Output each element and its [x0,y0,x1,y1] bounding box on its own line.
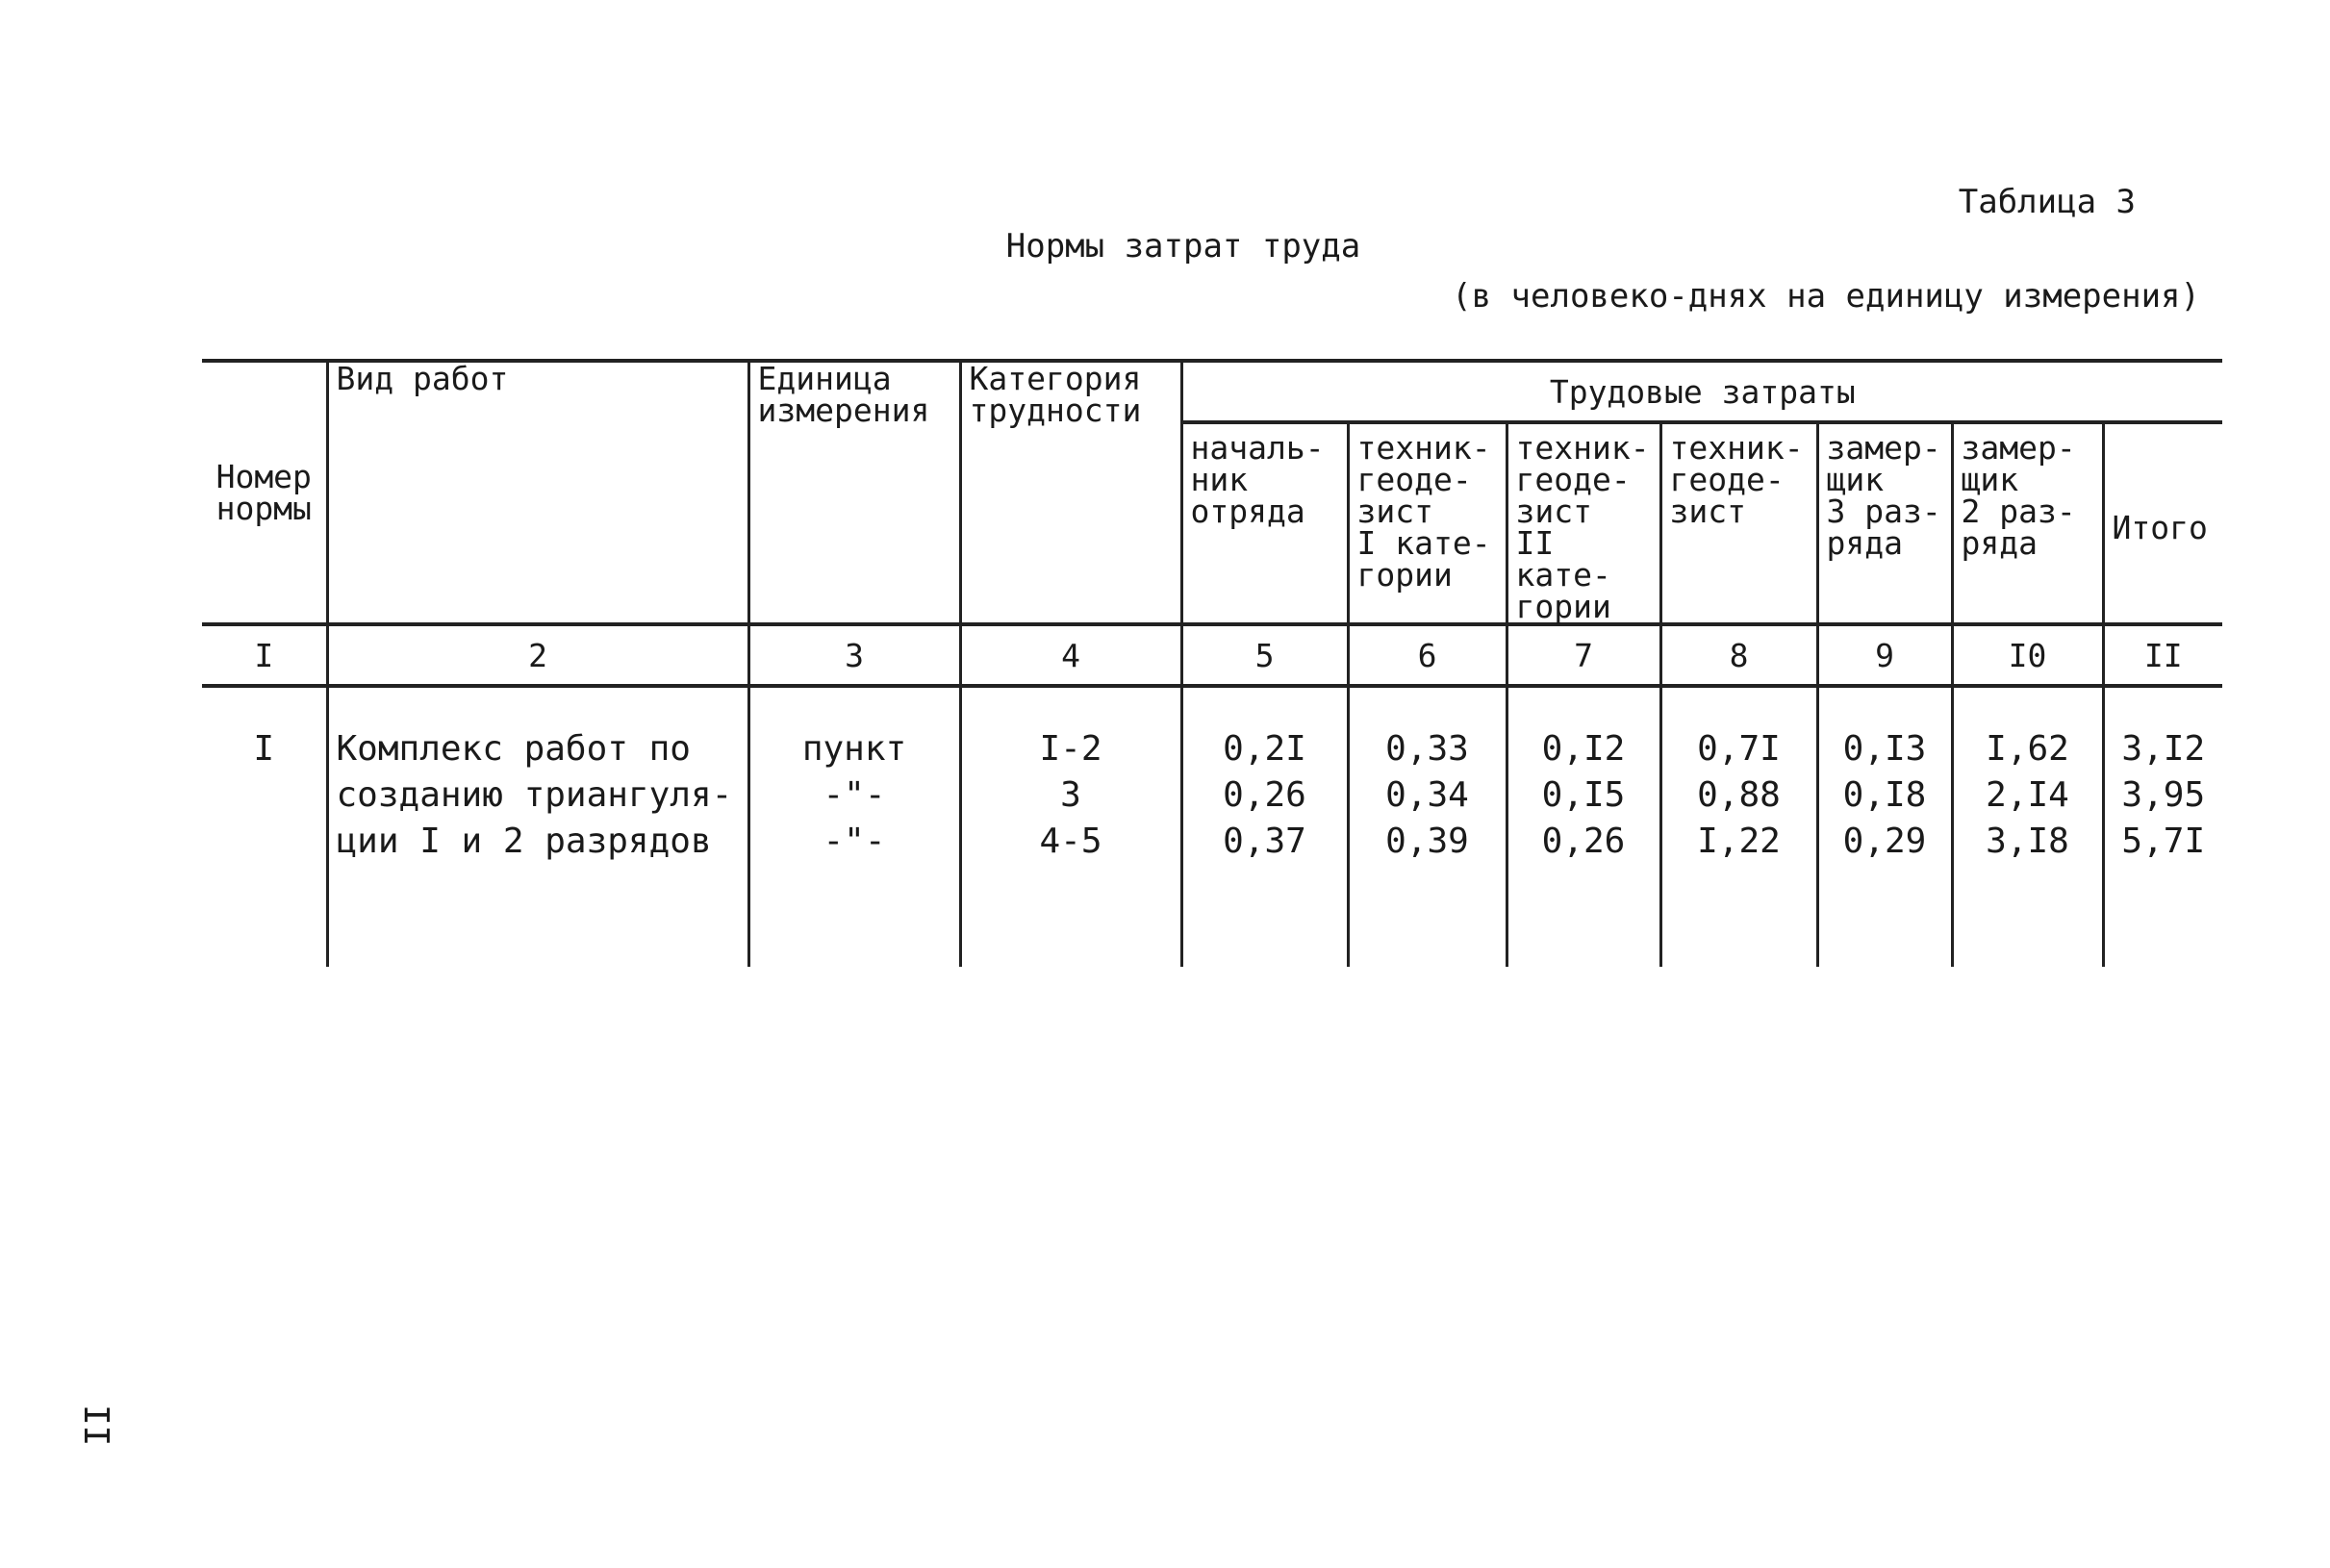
header-worker: замер- щик 2 раз- ряда [1952,422,2103,624]
column-number: 9 [1817,624,1952,686]
header-worker: техник- геоде- зист I кате- гории [1348,422,1507,624]
value-cell: 0,I3 [1842,729,1927,769]
value-cell: I,62 [1986,729,2069,769]
row-worker-values [1660,686,1817,967]
header-norm-number: Номер нормы [202,361,327,624]
column-number: I [202,624,327,686]
row-worker-values [1181,686,1348,967]
column-number: 7 [1507,624,1660,686]
table-label: Таблица 3 [1958,183,2136,221]
column-number: 8 [1660,624,1817,686]
value-cell: 0,26 [1223,775,1306,815]
value-cell: 0,88 [1697,775,1781,815]
column-number: I0 [1952,624,2103,686]
row-norm-number: I [202,686,327,967]
column-number: 5 [1181,624,1348,686]
value-cell: 3,95 [2121,775,2206,815]
column-number: 6 [1348,624,1507,686]
value-cell: 5,7I [2121,822,2206,861]
labor-norms-table [202,359,2222,967]
units-note: (в человеко-днях на единицу измерения) [1452,277,2200,316]
row-total-values [2103,686,2222,967]
row-worker-values [1348,686,1507,967]
page-number: II [76,1404,115,1447]
header-worker: техник- геоде- зист II кате- гории [1507,422,1660,624]
value-cell: 3,I2 [2121,729,2206,769]
column-number-row [202,624,2222,686]
row-work-type: Комплекс работ по созданию триангуля- ции I и 2 разрядов [327,686,748,967]
value-cell: 0,2I [1223,729,1306,769]
column-number: II [2103,624,2222,686]
value-cell: 0,26 [1541,822,1626,861]
value-cell: 0,29 [1842,822,1927,861]
row-units: пункт -"- -"- [748,686,960,967]
row-worker-values [1952,686,2103,967]
value-cell: 0,37 [1223,822,1306,861]
header-total: Итого [2103,422,2222,624]
table-title: Нормы затрат труда [1005,227,1361,266]
header-worker: началь- ник отряда [1181,422,1348,624]
row-worker-values [1507,686,1660,967]
value-cell: 0,I2 [1541,729,1626,769]
column-number: 4 [960,624,1181,686]
value-cell: 0,39 [1385,822,1469,861]
value-cell: 2,I4 [1986,775,2069,815]
table-row [202,686,2222,967]
row-difficulty: I-2 3 4-5 [960,686,1181,967]
header-labor-costs: Трудовые затраты [1181,361,2222,422]
value-cell: 0,I5 [1541,775,1626,815]
header-worker: техник- геоде- зист [1660,422,1817,624]
header-worker: замер- щик 3 раз- ряда [1817,422,1952,624]
header-difficulty: Категория трудности [960,361,1181,624]
value-cell: 0,7I [1697,729,1781,769]
row-worker-values [1817,686,1952,967]
value-cell: 0,34 [1385,775,1469,815]
header-unit: Единица измерения [748,361,960,624]
column-number: 3 [748,624,960,686]
header-work-type: Вид работ [327,361,748,624]
value-cell: I,22 [1697,822,1781,861]
value-cell: 0,33 [1385,729,1469,769]
column-number: 2 [327,624,748,686]
value-cell: 3,I8 [1986,822,2069,861]
value-cell: 0,I8 [1842,775,1927,815]
